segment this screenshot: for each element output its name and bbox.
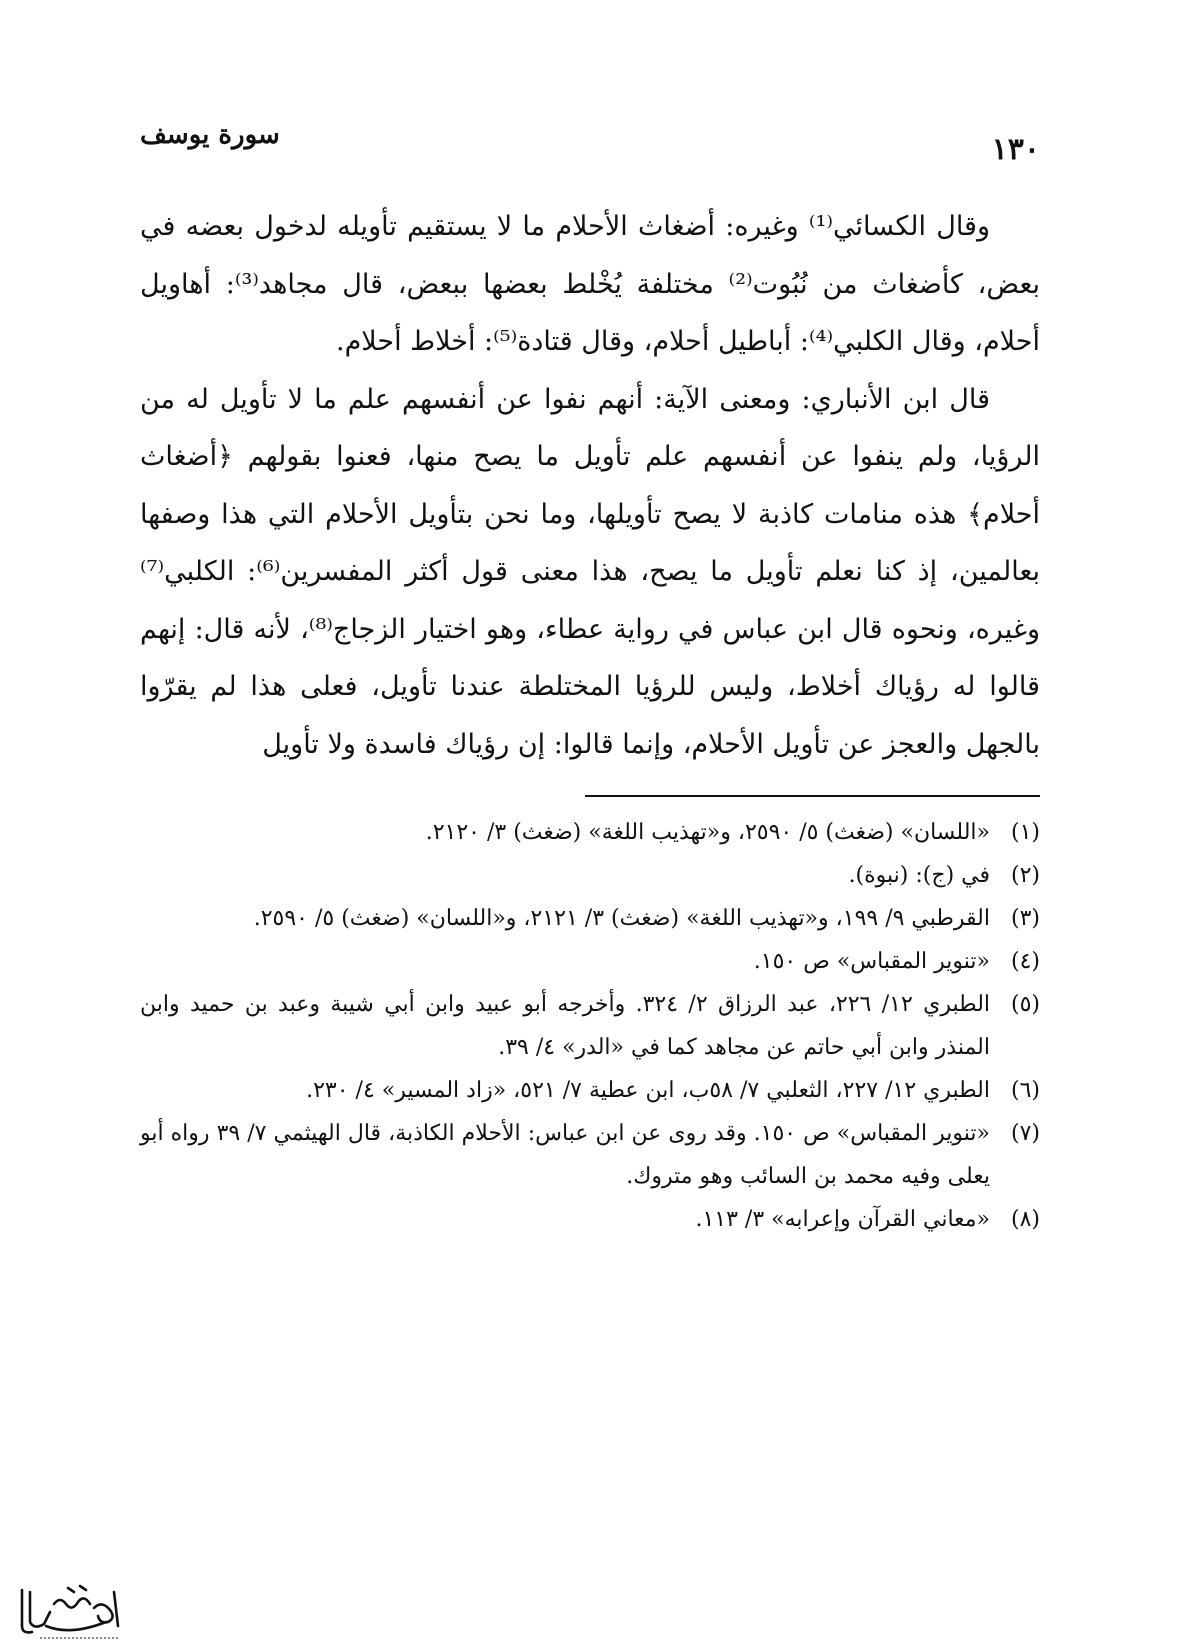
footnote bbox=[140, 1069, 1040, 1112]
footnotes bbox=[140, 811, 1040, 1241]
footnote bbox=[140, 811, 1040, 854]
document-page bbox=[140, 120, 1040, 1241]
footnote-number: (٦) bbox=[1010, 1078, 1040, 1103]
footnote-text: «معاني القرآن وإعرابه» ٣/ ١١٣. bbox=[695, 1207, 990, 1232]
footnote-text: «تنوير المقباس» ص ١٥٠. bbox=[753, 949, 990, 974]
footnote-text: الطبري ١٢/ ٢٢٧، الثعلبي ٧/ ٥٨ب، ابن عطية ٧/ ٥٢١، «زاد المسير» ٤/ ٢٣٠. bbox=[306, 1078, 990, 1103]
footnote-number: (٨) bbox=[1010, 1207, 1040, 1232]
footnote bbox=[140, 854, 1040, 897]
footnote-text: الطبري ١٢/ ٢٢٦، عبد الرزاق ٢/ ٣٢٤. وأخرجه أبو عبيد وابن أبي شيبة وعبد بن حميد وابن المنذر وابن أبي حاتم عن مجاهد كما في «الدر» ٤/ ٣٩. bbox=[140, 992, 991, 1060]
page-header bbox=[140, 120, 1040, 170]
footnote-text: «تنوير المقباس» ص ١٥٠. وقد روى عن ابن عباس: الأحلام الكاذبة، قال الهيثمي ٧/ ٣٩ رواه أبو يعلى وفيه محمد بن السائب وهو متروك. bbox=[140, 1121, 990, 1189]
footnote bbox=[140, 1198, 1040, 1241]
page-number: ١٣٠ bbox=[991, 132, 1040, 167]
running-title: سورة يوسف bbox=[140, 120, 280, 150]
footnote-number: (٥) bbox=[1010, 992, 1040, 1017]
footnote-number: (١) bbox=[1010, 820, 1040, 845]
main-text bbox=[140, 198, 1040, 773]
footnote-number: (٢) bbox=[1010, 863, 1040, 888]
footnote-number: (٤) bbox=[1010, 949, 1040, 974]
footnote bbox=[140, 1112, 1040, 1198]
footnote-text: في (ج): (نبوة). bbox=[848, 863, 990, 888]
footnote-number: (٧) bbox=[1010, 1121, 1040, 1146]
footnote-text: «اللسان» (ضغث) ٥/ ٢٥٩٠، و«تهذيب اللغة» (ضغث) ٣/ ٢١٢٠. bbox=[425, 820, 990, 845]
footnote-number: (٣) bbox=[1010, 906, 1040, 931]
paragraph: قال ابن الأنباري: ومعنى الآية: أنهم نفوا عن أنفسهم علم ما لا تأويل له من الرؤيا، ولم ينفوا عن أنفسهم علم تأويل ما يصح منها، فعنوا بقولهم ﴿أضغاث أحلام﴾ هذه منامات كاذبة لا يصح تأويلها، وما نحن بتأويل الأحلام التي هذا وصفها بعالمين، إذ كنا نعلم تأويل ما يصح، هذا معنى قول أكثر المفسرين⁽⁶⁾: الكلبي⁽⁷⁾ وغيره، ونحوه قال ابن عباس في رواية عطاء، وهو اختيار الزجاج⁽⁸⁾، لأنه قال: إنهم قالوا له رؤياك أخلاط، وليس للرؤيا المختلطة عندنا تأويل، فعلى هذا لم يقرّوا بالجهل والعجز عن تأويل الأحلام، وإنما قالوا: إن رؤياك فاسدة ولا تأويل bbox=[140, 383, 1041, 760]
footnote bbox=[140, 983, 1040, 1069]
footnote bbox=[140, 897, 1040, 940]
footnote-text: القرطبي ٩/ ١٩٩، و«تهذيب اللغة» (ضغث) ٣/ ٢١٢١، و«اللسان» (ضغث) ٥/ ٢٥٩٠. bbox=[253, 906, 990, 931]
publisher-logo bbox=[10, 1582, 130, 1642]
footnote bbox=[140, 940, 1040, 983]
footnote-separator bbox=[585, 795, 1040, 797]
paragraph: وقال الكسائي⁽¹⁾ وغيره: أضغاث الأحلام ما لا يستقيم تأويله لدخول بعضه في بعض، كأضغاث من نُبُوت⁽²⁾ مختلفة يُخْلط بعضها ببعض، قال مجاهد⁽³⁾: أهاويل أحلام، وقال الكلبي⁽⁴⁾: أباطيل أحلام، وقال قتادة⁽⁵⁾: أخلاط أحلام. bbox=[140, 211, 1041, 357]
